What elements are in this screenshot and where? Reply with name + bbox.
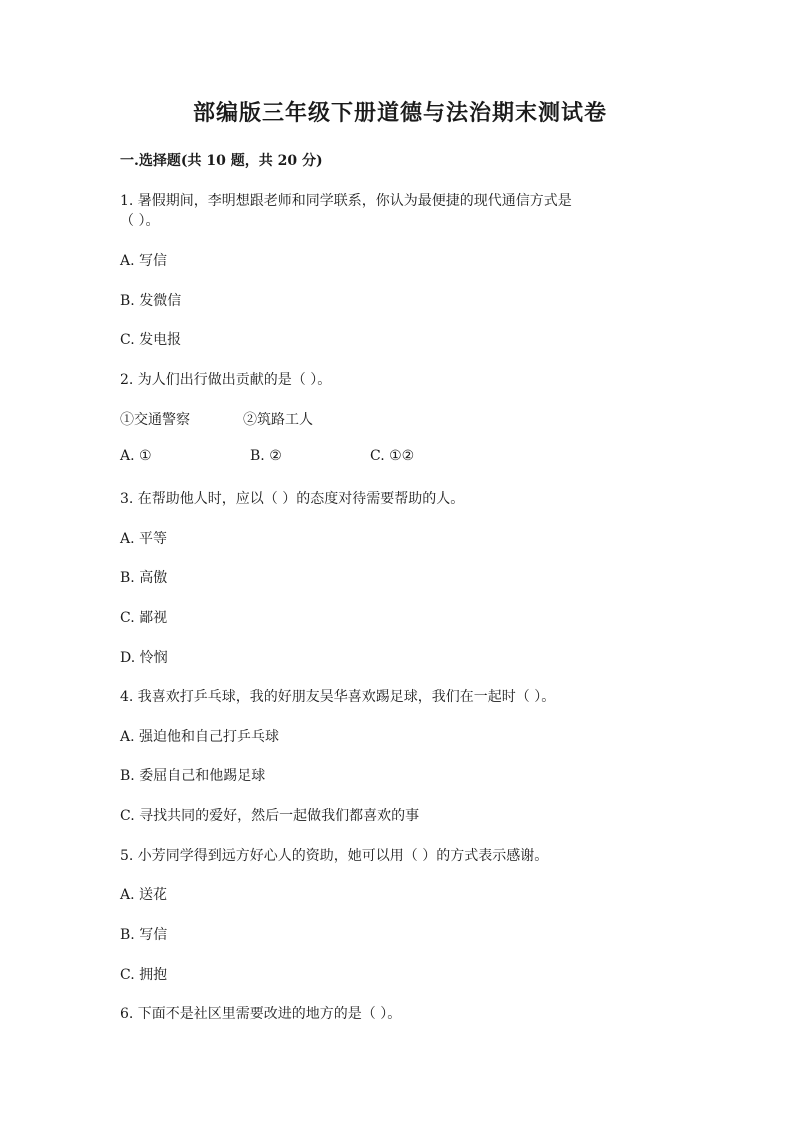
q6-stem: 6. 下面不是社区里需要改进的地方的是（ ）。 xyxy=(120,1006,402,1022)
q3-option-c: C. 鄙视 xyxy=(120,610,168,626)
q4-option-c: C. 寻找共同的爱好，然后一起做我们都喜欢的事 xyxy=(120,808,420,824)
q2-option-c: C. ①② xyxy=(370,448,415,464)
q3-option-b: B. 高傲 xyxy=(120,570,168,586)
q3-option-d: D. 怜悯 xyxy=(120,650,168,666)
q4-stem: 4. 我喜欢打乒乓球，我的好朋友吴华喜欢踢足球，我们在一起时（ ）。 xyxy=(120,689,556,705)
q2-option-a: A. ① xyxy=(120,448,152,464)
q3-stem: 3. 在帮助他人时，应以（ ）的态度对待需要帮助的人。 xyxy=(120,491,465,507)
section-heading: 一.选择题(共 10 题，共 20 分) xyxy=(120,153,323,169)
q4-option-a: A. 强迫他和自己打乒乓球 xyxy=(120,729,280,745)
q2-stem: 2. 为人们出行做出贡献的是（ ）。 xyxy=(120,372,332,388)
q3-option-a: A. 平等 xyxy=(120,531,168,547)
q2-item-2: ②筑路工人 xyxy=(243,412,313,428)
q5-option-a: A. 送花 xyxy=(120,887,168,903)
q2-option-b: B. ② xyxy=(250,448,282,464)
q1-option-b: B. 发微信 xyxy=(120,293,182,309)
q1-option-a: A. 写信 xyxy=(120,253,168,269)
q5-option-c: C. 拥抱 xyxy=(120,967,168,983)
q5-option-b: B. 写信 xyxy=(120,927,168,943)
page-title: 部编版三年级下册道德与法治期末测试卷 xyxy=(192,100,607,126)
q1-stem-line1: 1. 暑假期间，李明想跟老师和同学联系，你认为最便捷的现代通信方式是 xyxy=(120,193,572,209)
q2-item-1: ①交通警察 xyxy=(120,412,190,428)
q4-option-b: B. 委屈自己和他踢足球 xyxy=(120,768,266,784)
q1-option-c: C. 发电报 xyxy=(120,332,182,348)
q1-stem-line2: （ ）。 xyxy=(120,213,160,229)
q5-stem: 5. 小芳同学得到远方好心人的资助，她可以用（ ）的方式表示感谢。 xyxy=(120,848,549,864)
